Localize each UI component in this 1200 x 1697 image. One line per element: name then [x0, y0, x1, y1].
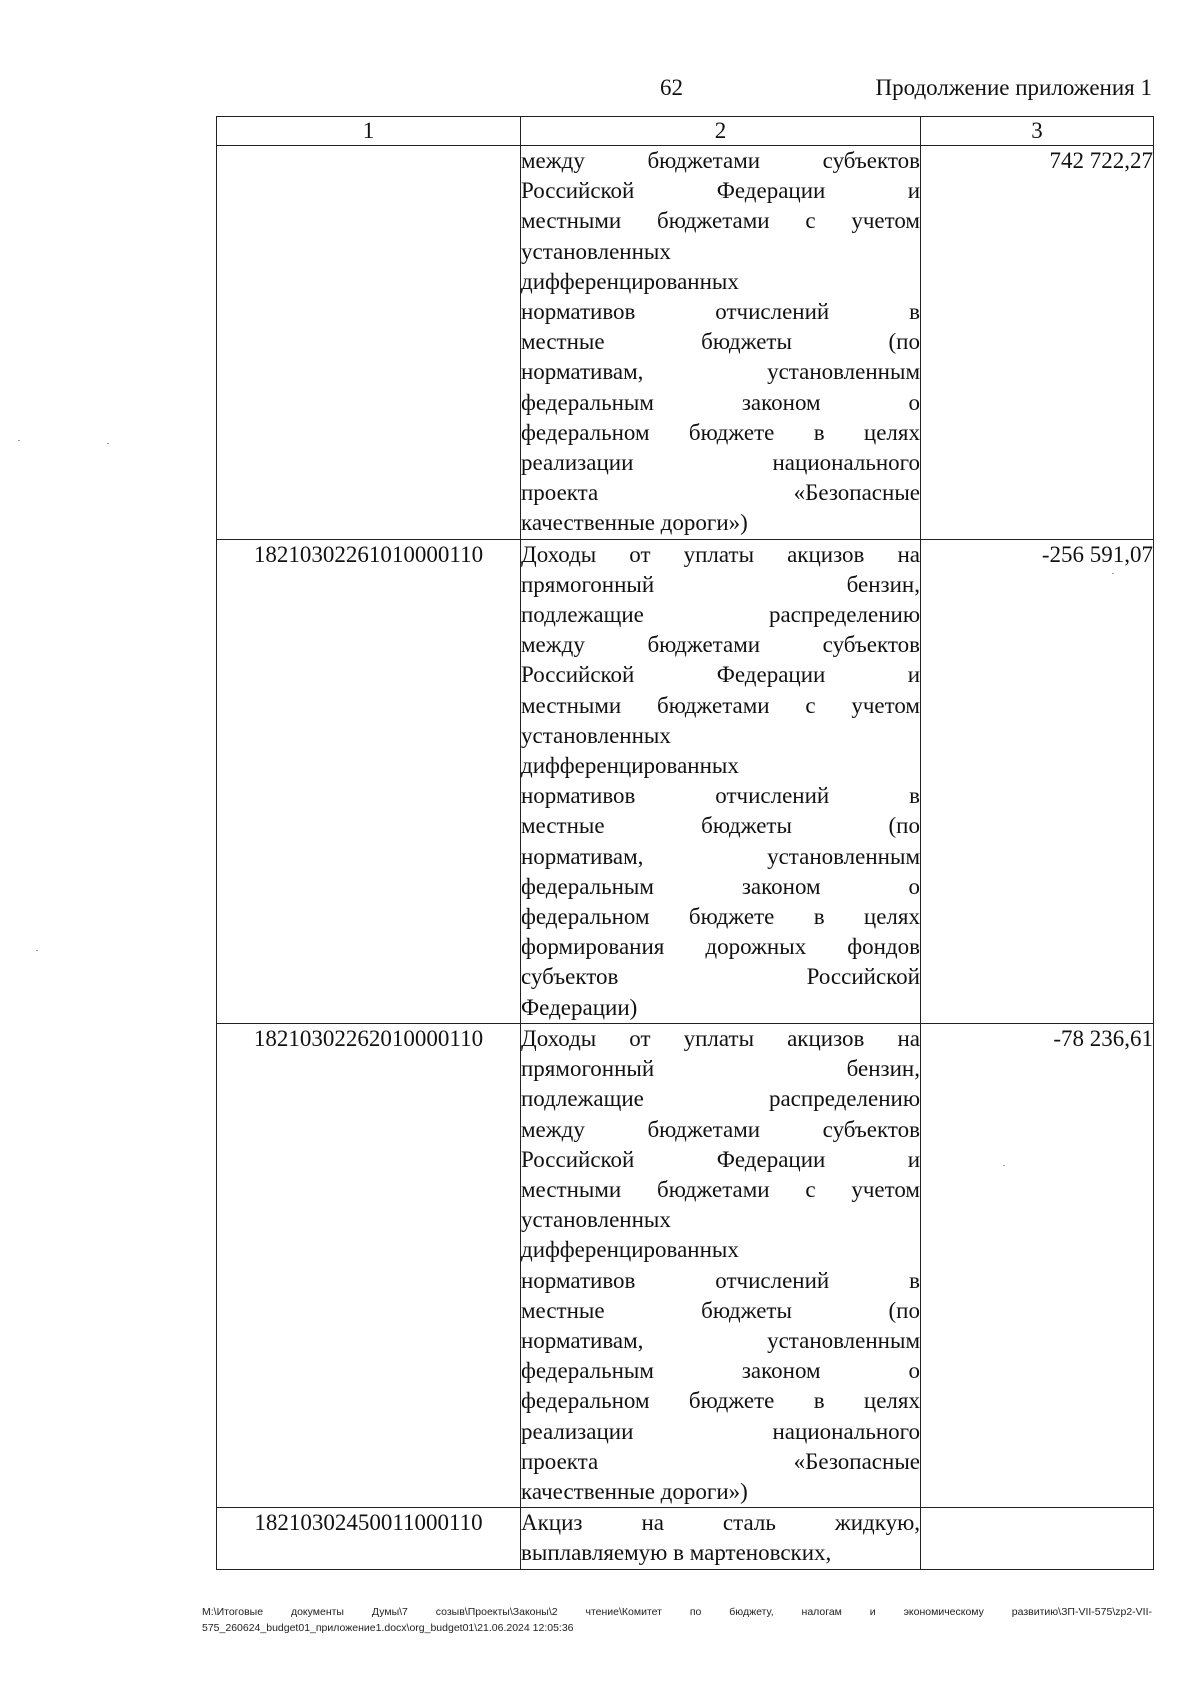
- amount-cell: [921, 1508, 1154, 1569]
- description-line: прямогонный бензин,: [521, 1056, 920, 1082]
- scan-speck: [18, 440, 20, 441]
- amount-cell: -78 236,61: [921, 1023, 1154, 1507]
- description-line: Доходы от уплаты акцизов на: [521, 1025, 920, 1051]
- description-line: дифференцированных: [521, 1237, 739, 1263]
- description-line: нормативов отчислений в: [521, 1267, 920, 1293]
- budget-code-cell: 18210302262010000110: [217, 1023, 521, 1507]
- description-line: нормативов отчислений в: [521, 783, 920, 809]
- budget-table: [216, 116, 1154, 1570]
- scan-speck: [1003, 1165, 1005, 1166]
- description-line: федеральным законом о: [521, 1358, 920, 1384]
- description-line: нормативов отчислений в: [521, 299, 920, 325]
- description-line: Федерации): [521, 994, 638, 1020]
- description-line: дифференцированных: [521, 268, 739, 294]
- description-line: федеральном бюджете в целях: [521, 904, 920, 930]
- column-header: 3: [921, 117, 1154, 146]
- table-row: [217, 1023, 1154, 1507]
- description-line: Российской Федерации и: [521, 178, 920, 204]
- description-line: нормативам, установленным: [521, 1327, 920, 1353]
- description-line: подлежащие распределению: [521, 1086, 920, 1112]
- table-header-row: [217, 117, 1154, 146]
- column-header: 1: [217, 117, 521, 146]
- description-line: местными бюджетами с учетом: [521, 692, 920, 718]
- description-line: нормативам, установленным: [521, 359, 920, 385]
- description-line: подлежащие распределению: [521, 602, 920, 628]
- description-cell: [521, 1023, 921, 1507]
- description-line: выплавляемую в мартеновских,: [521, 1540, 832, 1566]
- scan-speck: [107, 443, 109, 444]
- description-cell: [521, 146, 921, 540]
- amount-cell: 742 722,27: [921, 146, 1154, 540]
- description-line: реализации национального: [521, 1418, 920, 1444]
- page-number: 62: [660, 75, 683, 100]
- description-line: федеральным законом о: [521, 873, 920, 899]
- description-line: между бюджетами субъектов: [521, 148, 920, 173]
- description-line: местные бюджеты (по: [521, 329, 920, 355]
- description-line: Российской Федерации и: [521, 662, 920, 688]
- description-line: качественные дороги»): [521, 1478, 748, 1504]
- description-cell: [521, 539, 921, 1023]
- description-cell: [521, 1508, 921, 1569]
- description-line: Акциз на сталь жидкую,: [521, 1510, 920, 1536]
- description-line: нормативам, установленным: [521, 843, 920, 869]
- budget-code-cell: 18210302450011000110: [217, 1508, 521, 1569]
- description-line: местными бюджетами с учетом: [521, 208, 920, 234]
- scan-speck: [36, 950, 38, 951]
- description-line: реализации национального: [521, 450, 920, 476]
- description-line: субъектов Российской: [521, 964, 920, 990]
- description-line: прямогонный бензин,: [521, 571, 920, 597]
- description-line: федеральном бюджете в целях: [521, 419, 920, 445]
- description-line: проекта «Безопасные: [521, 480, 920, 506]
- description-line: Российской Федерации и: [521, 1146, 920, 1172]
- budget-code-cell: 18210302261010000110: [217, 539, 521, 1023]
- description-line: федеральном бюджете в целях: [521, 1388, 920, 1414]
- budget-code-cell: [217, 146, 521, 540]
- description-line: установленных: [521, 238, 671, 264]
- description-line: формирования дорожных фондов: [521, 934, 920, 960]
- column-header: 2: [521, 117, 921, 146]
- continuation-label: Продолжение приложения 1: [875, 75, 1152, 100]
- file-path-footer: M:\Итоговые документы Думы\7 созыв\Проекты\Законы\2 чтение\Комитет по бюджету, налогам и экономическому развитию\ЗП-VII-575\zp2-VII-575_260624_budget01_приложение1.docx\org_budget01\21.06.2024 12:05:36: [202, 1606, 1152, 1634]
- description-line: установленных: [521, 1207, 671, 1233]
- table-row: [217, 1508, 1154, 1569]
- description-line: между бюджетами субъектов: [521, 632, 920, 658]
- table-row: [217, 146, 1154, 540]
- amount-cell: -256 591,07: [921, 539, 1154, 1023]
- description-line: местными бюджетами с учетом: [521, 1176, 920, 1202]
- description-line: местные бюджеты (по: [521, 813, 920, 839]
- table-row: [217, 539, 1154, 1023]
- description-line: федеральным законом о: [521, 389, 920, 415]
- description-line: проекта «Безопасные: [521, 1448, 920, 1474]
- description-line: Доходы от уплаты акцизов на: [521, 541, 920, 567]
- description-line: качественные дороги»): [521, 510, 748, 536]
- description-line: дифференцированных: [521, 753, 739, 779]
- scan-speck: [1112, 573, 1114, 574]
- description-line: между бюджетами субъектов: [521, 1116, 920, 1142]
- description-line: установленных: [521, 722, 671, 748]
- description-line: местные бюджеты (по: [521, 1297, 920, 1323]
